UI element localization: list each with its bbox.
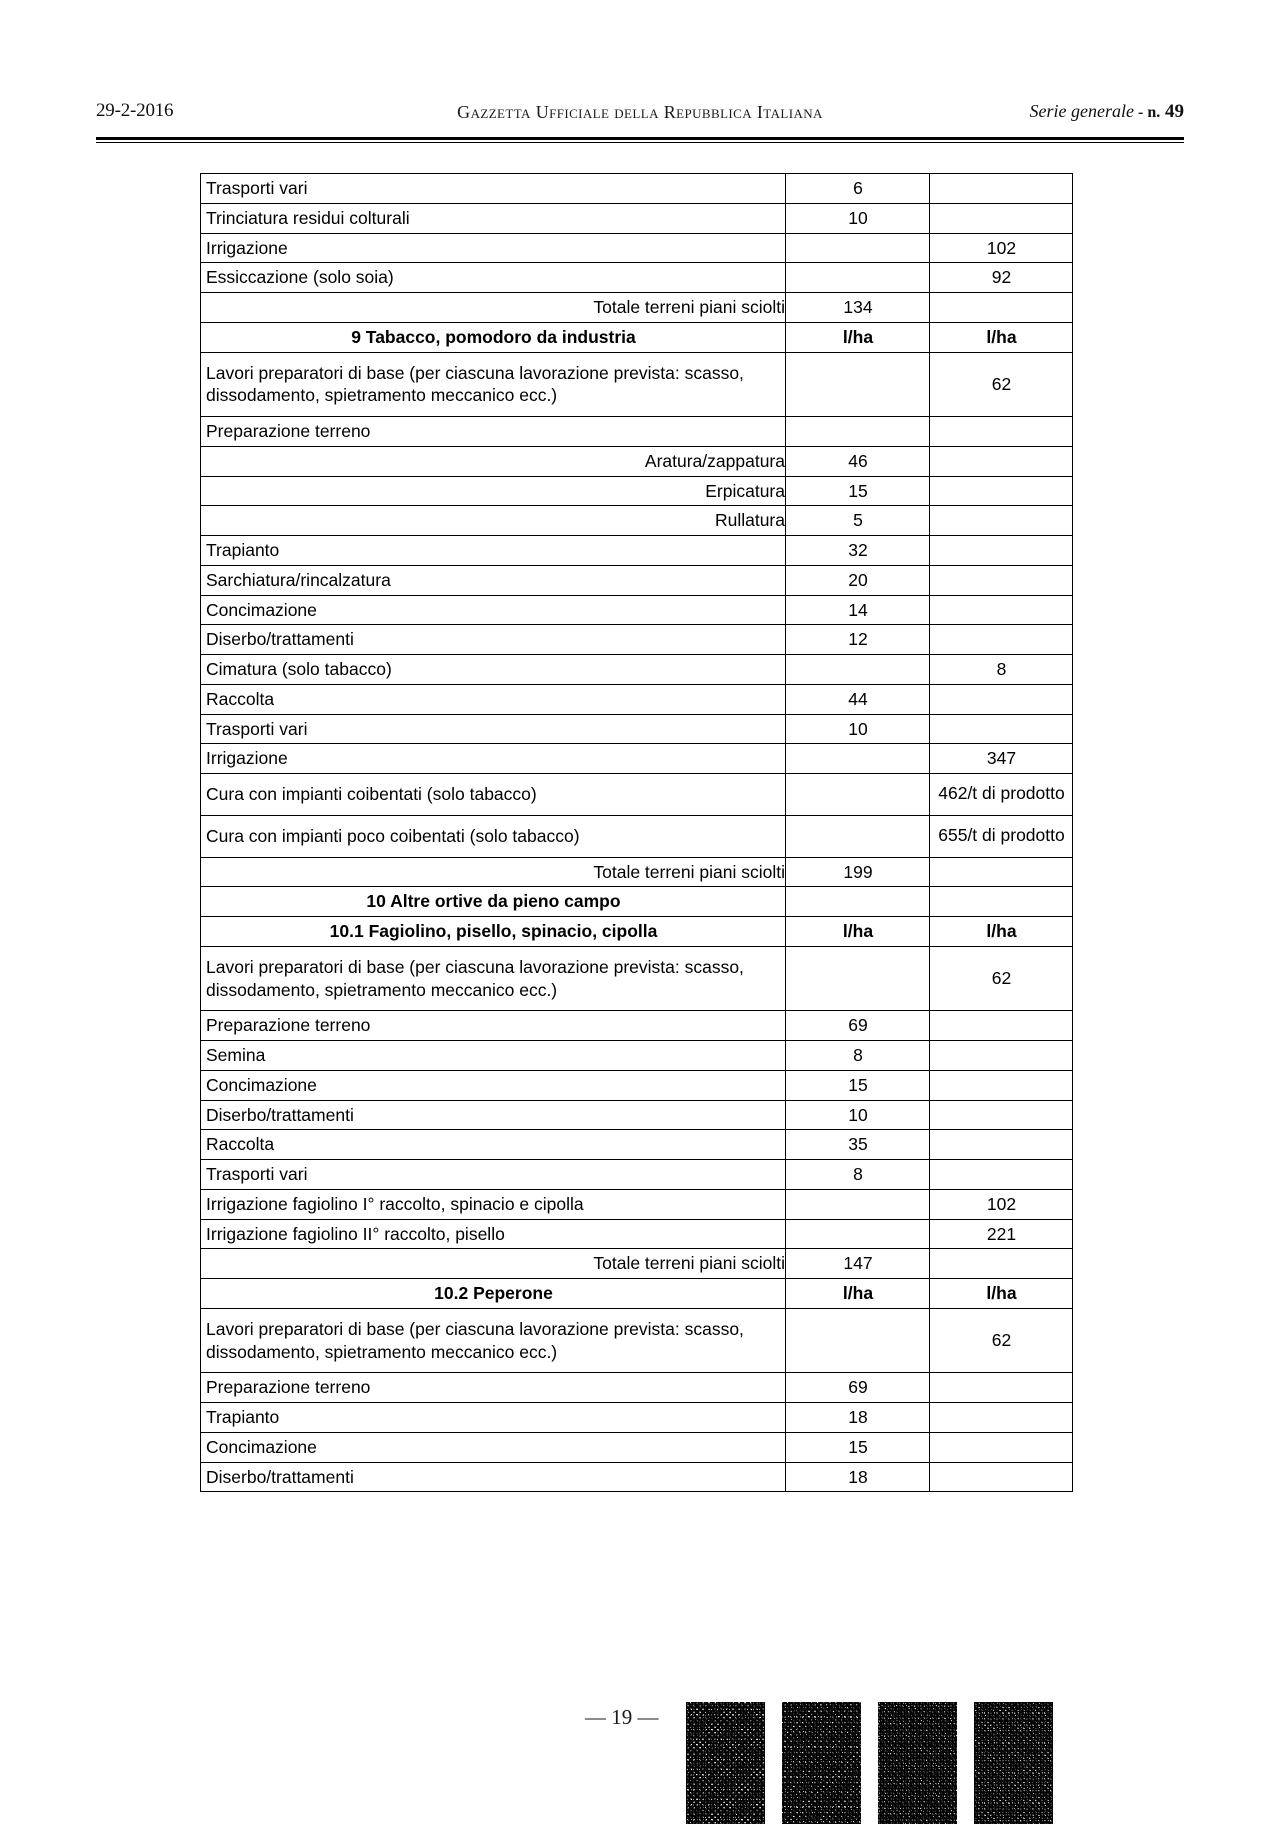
row-value-col3 — [930, 506, 1073, 536]
row-value-col2: 10 — [786, 203, 930, 233]
row-value-col2: 20 — [786, 565, 930, 595]
page-footer — [0, 1672, 1272, 1792]
table-row — [201, 595, 1073, 625]
row-label: Cura con impianti coibentati (solo tabacco) — [201, 774, 786, 816]
header-issue-number: 49 — [1165, 101, 1184, 122]
table-row — [201, 1011, 1073, 1041]
row-value-col2: 147 — [786, 1249, 930, 1279]
table-row — [201, 774, 1073, 816]
table-row — [201, 446, 1073, 476]
row-value-col2: 15 — [786, 1070, 930, 1100]
row-value-col3 — [930, 887, 1073, 917]
row-value-col2: 46 — [786, 446, 930, 476]
barcode-block — [974, 1702, 1053, 1824]
row-label: Raccolta — [201, 684, 786, 714]
row-label: Irrigazione fagiolino I° raccolto, spinacio e cipolla — [201, 1189, 786, 1219]
row-value-col3 — [930, 203, 1073, 233]
barcode-block — [782, 1702, 861, 1824]
row-label: Aratura/zappatura — [201, 446, 786, 476]
row-value-col3 — [930, 1100, 1073, 1130]
table-row — [201, 1373, 1073, 1403]
row-value-col3 — [930, 417, 1073, 447]
row-value-col2 — [786, 815, 930, 857]
row-value-col2 — [786, 1308, 930, 1373]
row-value-col3 — [930, 174, 1073, 204]
row-section-heading: 10 Altre ortive da pieno campo — [201, 887, 786, 917]
header-series-issue — [1030, 101, 1184, 123]
row-value-col3: l/ha — [930, 917, 1073, 947]
row-label: Diserbo/trattamenti — [201, 1462, 786, 1492]
row-label: Trinciatura residui colturali — [201, 203, 786, 233]
table-row — [201, 476, 1073, 506]
row-value-col2: l/ha — [786, 917, 930, 947]
table-row — [201, 1308, 1073, 1373]
table-row — [201, 684, 1073, 714]
table-row — [201, 417, 1073, 447]
row-value-col3 — [930, 857, 1073, 887]
table-row — [201, 1219, 1073, 1249]
row-value-col2: 5 — [786, 506, 930, 536]
row-label: Irrigazione fagiolino II° raccolto, pisello — [201, 1219, 786, 1249]
row-value-col3: 92 — [930, 263, 1073, 293]
row-label: Cura con impianti poco coibentati (solo tabacco) — [201, 815, 786, 857]
barcode-strip — [686, 1702, 1053, 1824]
row-label: Lavori preparatori di base (per ciascuna lavorazione prevista: scasso, dissodamento, spietramento meccanico ecc.) — [201, 946, 786, 1011]
row-label: Trapianto — [201, 1403, 786, 1433]
row-value-col3 — [930, 1462, 1073, 1492]
row-label: Totale terreni piani sciolti — [201, 1249, 786, 1279]
row-value-col2 — [786, 417, 930, 447]
row-value-col2: 32 — [786, 536, 930, 566]
row-label: Lavori preparatori di base (per ciascuna lavorazione prevista: scasso, dissodamento, spietramento meccanico ecc.) — [201, 1308, 786, 1373]
table-row — [201, 1160, 1073, 1190]
row-label: Irrigazione — [201, 233, 786, 263]
table-row — [201, 174, 1073, 204]
row-value-col3: 102 — [930, 1189, 1073, 1219]
row-label: Trasporti vari — [201, 714, 786, 744]
barcode-block — [686, 1702, 765, 1824]
table-row — [201, 1130, 1073, 1160]
table-row — [201, 293, 1073, 323]
row-label: Lavori preparatori di base (per ciascuna lavorazione prevista: scasso, dissodamento, spietramento meccanico ecc.) — [201, 352, 786, 417]
table-body — [201, 174, 1073, 1492]
row-value-col3: 347 — [930, 744, 1073, 774]
header-date: 29-2-2016 — [96, 100, 174, 121]
row-value-col2: 134 — [786, 293, 930, 323]
row-value-col3 — [930, 625, 1073, 655]
table-row — [201, 625, 1073, 655]
row-value-col3: 8 — [930, 655, 1073, 685]
row-value-col2: 10 — [786, 714, 930, 744]
row-label: Concimazione — [201, 1070, 786, 1100]
row-label: Trapianto — [201, 536, 786, 566]
table-row — [201, 887, 1073, 917]
table-row — [201, 1041, 1073, 1071]
header-series-separator: - — [1134, 104, 1148, 121]
row-value-col2 — [786, 233, 930, 263]
row-label: Rullatura — [201, 506, 786, 536]
table-row — [201, 536, 1073, 566]
row-label: Diserbo/trattamenti — [201, 1100, 786, 1130]
page-header — [96, 100, 1184, 134]
table-row — [201, 744, 1073, 774]
header-publication-title: Gazzetta Ufficiale della Repubblica Italiana — [457, 102, 823, 122]
table-row — [201, 1279, 1073, 1309]
table-row — [201, 1403, 1073, 1433]
row-value-col2: 44 — [786, 684, 930, 714]
row-value-col2: 199 — [786, 857, 930, 887]
row-value-col3: 62 — [930, 352, 1073, 417]
table-row — [201, 917, 1073, 947]
row-value-col2: 35 — [786, 1130, 930, 1160]
row-value-col2 — [786, 655, 930, 685]
table-row — [201, 655, 1073, 685]
row-value-col3 — [930, 1373, 1073, 1403]
table-row — [201, 352, 1073, 417]
row-value-col3: 221 — [930, 1219, 1073, 1249]
row-value-col2: 15 — [786, 1432, 930, 1462]
row-label: Sarchiatura/rincalzatura — [201, 565, 786, 595]
barcode-block — [878, 1702, 957, 1824]
header-rule — [96, 137, 1184, 143]
table-row — [201, 1100, 1073, 1130]
row-value-col3: 62 — [930, 1308, 1073, 1373]
row-value-col2: l/ha — [786, 1279, 930, 1309]
table-row — [201, 203, 1073, 233]
row-value-col2 — [786, 946, 930, 1011]
page-number: — 19 — — [585, 1705, 659, 1729]
row-section-heading: 10.2 Peperone — [201, 1279, 786, 1309]
table-row — [201, 857, 1073, 887]
row-value-col3 — [930, 1011, 1073, 1041]
row-value-col3 — [930, 476, 1073, 506]
row-label: Preparazione terreno — [201, 1373, 786, 1403]
table-row — [201, 506, 1073, 536]
table-row — [201, 815, 1073, 857]
table-row — [201, 946, 1073, 1011]
row-value-col3 — [930, 595, 1073, 625]
row-label: Essiccazione (solo soia) — [201, 263, 786, 293]
row-value-col3 — [930, 1403, 1073, 1433]
row-value-col3 — [930, 1432, 1073, 1462]
table-row — [201, 1249, 1073, 1279]
data-table-container — [200, 173, 1072, 1492]
row-value-col2 — [786, 1189, 930, 1219]
row-label: Totale terreni piani sciolti — [201, 857, 786, 887]
row-value-col3: 102 — [930, 233, 1073, 263]
row-value-col3 — [930, 1041, 1073, 1071]
row-value-col3 — [930, 536, 1073, 566]
header-issue-label: n. — [1147, 104, 1161, 121]
row-label: Trasporti vari — [201, 174, 786, 204]
row-label: Irrigazione — [201, 744, 786, 774]
row-label: Preparazione terreno — [201, 1011, 786, 1041]
header-rule-thin — [96, 142, 1184, 143]
table-row — [201, 714, 1073, 744]
row-value-col2: 14 — [786, 595, 930, 625]
row-value-col2 — [786, 352, 930, 417]
row-value-col3 — [930, 446, 1073, 476]
row-value-col2: 12 — [786, 625, 930, 655]
row-value-col2 — [786, 774, 930, 816]
table-row — [201, 322, 1073, 352]
row-value-col2: l/ha — [786, 322, 930, 352]
row-value-col2: 18 — [786, 1462, 930, 1492]
row-value-col2 — [786, 744, 930, 774]
row-label: Cimatura (solo tabacco) — [201, 655, 786, 685]
row-value-col3: 655/t di prodotto — [930, 815, 1073, 857]
row-value-col2: 69 — [786, 1373, 930, 1403]
row-value-col3 — [930, 684, 1073, 714]
row-label: Semina — [201, 1041, 786, 1071]
row-value-col2 — [786, 887, 930, 917]
row-label: Preparazione terreno — [201, 417, 786, 447]
table-row — [201, 1189, 1073, 1219]
row-label: Trasporti vari — [201, 1160, 786, 1190]
row-value-col2 — [786, 1219, 930, 1249]
row-label: Diserbo/trattamenti — [201, 625, 786, 655]
row-label: Concimazione — [201, 1432, 786, 1462]
row-value-col2: 69 — [786, 1011, 930, 1041]
table-row — [201, 565, 1073, 595]
row-value-col3 — [930, 1249, 1073, 1279]
table-row — [201, 263, 1073, 293]
row-value-col3: l/ha — [930, 322, 1073, 352]
row-section-heading: 9 Tabacco, pomodoro da industria — [201, 322, 786, 352]
row-label: Concimazione — [201, 595, 786, 625]
row-value-col2: 8 — [786, 1041, 930, 1071]
table-row — [201, 1432, 1073, 1462]
row-value-col2: 8 — [786, 1160, 930, 1190]
table-row — [201, 1070, 1073, 1100]
row-value-col3 — [930, 1070, 1073, 1100]
row-section-heading: 10.1 Fagiolino, pisello, spinacio, cipolla — [201, 917, 786, 947]
row-label: Raccolta — [201, 1130, 786, 1160]
row-value-col3: 62 — [930, 946, 1073, 1011]
row-value-col2: 18 — [786, 1403, 930, 1433]
row-value-col3 — [930, 1160, 1073, 1190]
irrigation-data-table — [200, 173, 1073, 1492]
row-value-col3 — [930, 714, 1073, 744]
table-row — [201, 1462, 1073, 1492]
header-series-label: Serie generale — [1029, 101, 1135, 121]
row-value-col3: 462/t di prodotto — [930, 774, 1073, 816]
row-label: Totale terreni piani sciolti — [201, 293, 786, 323]
row-value-col2: 6 — [786, 174, 930, 204]
row-value-col2: 10 — [786, 1100, 930, 1130]
row-value-col2: 15 — [786, 476, 930, 506]
row-value-col2 — [786, 263, 930, 293]
row-value-col3 — [930, 565, 1073, 595]
row-label: Erpicatura — [201, 476, 786, 506]
row-value-col3: l/ha — [930, 1279, 1073, 1309]
row-value-col3 — [930, 1130, 1073, 1160]
table-row — [201, 233, 1073, 263]
row-value-col3 — [930, 293, 1073, 323]
